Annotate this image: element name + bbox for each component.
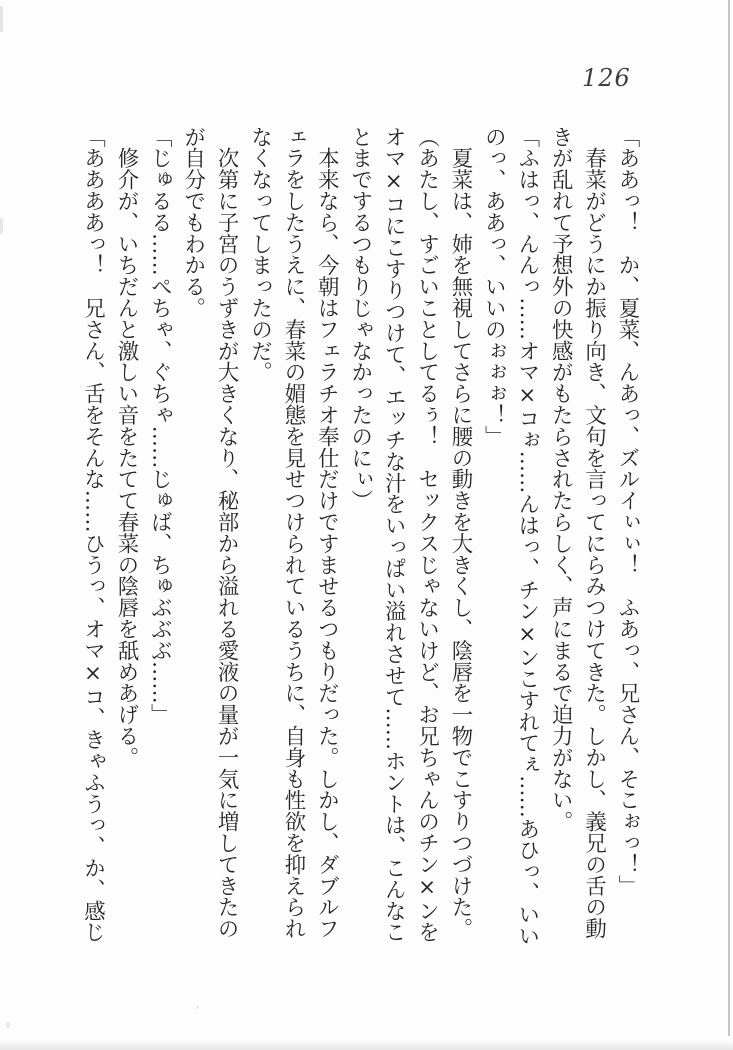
scan-artifact <box>0 218 3 234</box>
text-line: なくなってしまったのだ。 <box>247 126 273 383</box>
body-text-block <box>76 126 644 956</box>
text-line: 修介が、いちだんと激しい音をたてて春菜の陰唇を舐めあげる。 <box>113 126 139 768</box>
text-line: のっ、ああっ、いいのぉぉぉ！」 <box>481 126 507 447</box>
text-line: 本来なら、今朝はフェラチオ奉仕だけですませるつもりだった。しかし、ダブルフ <box>314 126 340 940</box>
page-edge-line <box>728 0 730 1036</box>
text-line: 「ふはっ、んんっ……オマ×コぉ……んはっ、チン×ンこすれてぇ……あひっ、いい <box>514 126 540 947</box>
page-number: 126 <box>582 64 631 92</box>
text-line: オマ×コにこすりつけて、エッチな汁をいっぱい溢れさせて……ホントは、こんなこ <box>381 126 407 943</box>
text-line: きが乱れて予想外の快感がもたらされたらしく、声にまるで迫力がない。 <box>548 126 574 833</box>
text-line: 「じゅるる……ぺちゃ、ぐちゃ……じゅば、ちゅぶぶぶ……」 <box>147 126 173 726</box>
text-line: 春菜がどうにか振り向き、文句を言ってにらみつけてきた。しかし、義兄の舌の動 <box>581 126 607 940</box>
scan-artifact <box>196 1006 199 1009</box>
text-line: ェラをしたうえに、春菜の媚態を見せつけられているうちに、自身も性欲を抑えられ <box>280 126 306 940</box>
text-line: 次第に子宮のうずきが大きくなり、秘部から溢れる愛液の量が一気に増してきたの <box>214 126 240 940</box>
bottom-scan-shadow <box>0 1040 733 1050</box>
text-line: とまでするつもりじゃなかったのにぃ） <box>347 126 373 512</box>
text-line: （あたし、すごいことしてるぅ！ セックスじゃないけど、お兄ちゃんのチン×ンを <box>414 126 440 943</box>
text-line: 「ああっ！ か、夏菜、んあっ、ズルイぃぃ！ ふあっ、兄さん、そこぉっ！」 <box>615 126 640 897</box>
scan-artifact <box>6 1022 10 1028</box>
text-line: が自分でもわかる。 <box>180 126 206 319</box>
scan-artifact <box>0 6 3 32</box>
text-line: 「ああああっ！ 兄さん、舌をそんな……ひうっ、オマ×コ、きゃふうっ、か、感じ <box>80 126 106 943</box>
text-line: 夏菜は、姉を無視してさらに腰の動きを大きくし、陰唇を一物でこすりつづけた。 <box>447 126 473 940</box>
